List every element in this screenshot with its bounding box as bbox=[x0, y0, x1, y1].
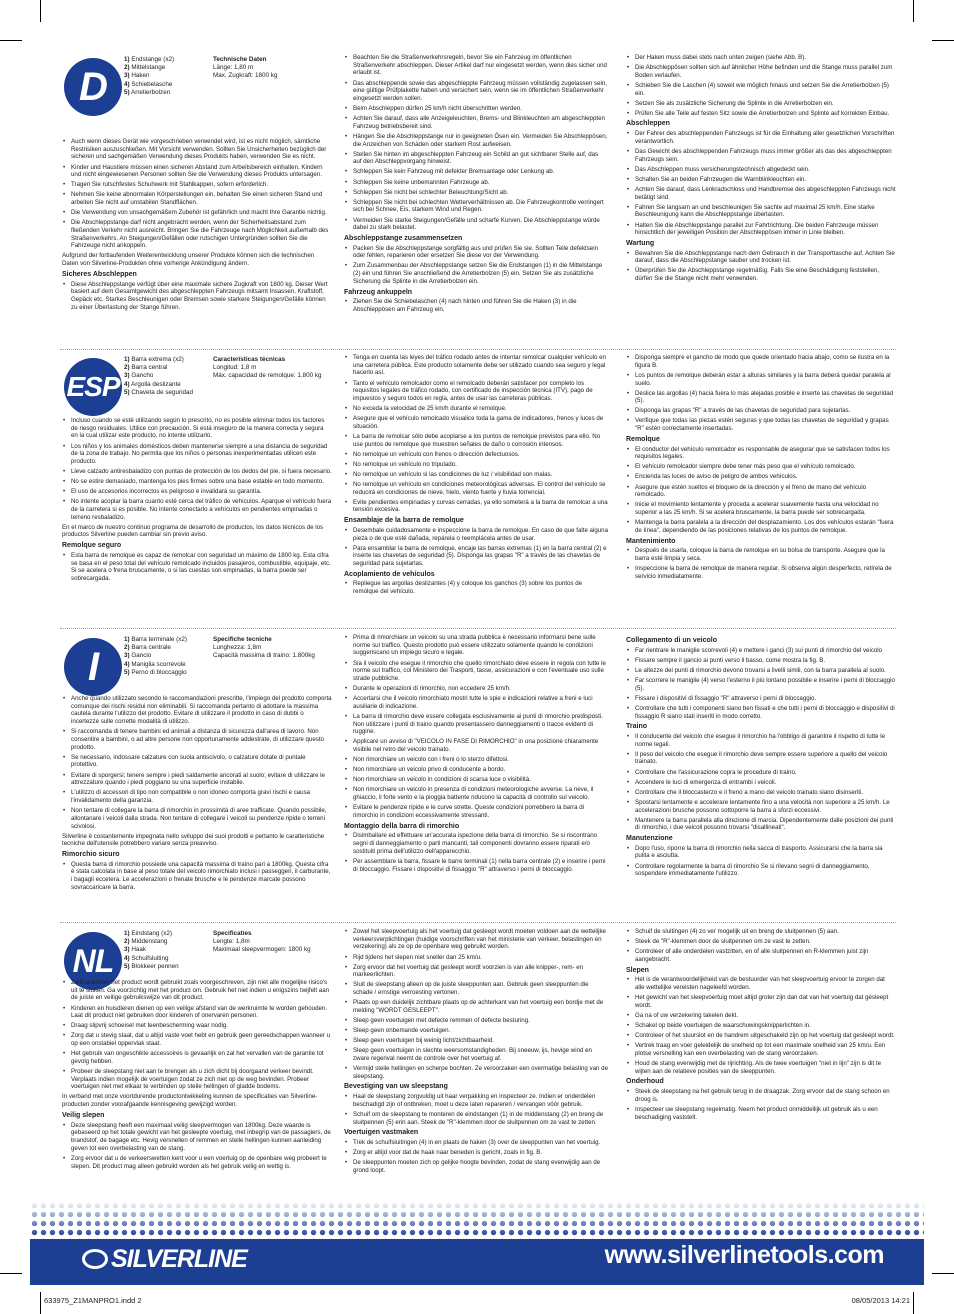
language-badge: D bbox=[64, 58, 122, 116]
part-item: 3) Haken bbox=[124, 72, 150, 80]
bullet-list bbox=[626, 354, 896, 433]
list-item: • Zorg ervoor dat het voertuig dat gesleept wordt voorzien is van alle knipper-, rem- en markeerlichten. bbox=[344, 964, 608, 979]
list-item: • Schleppen Sie kein Fahrzeug mit defekter Bremsanlage oder Lenkung ab. bbox=[344, 168, 608, 176]
list-item: • Controleer of het stuurslot en de handrem uitgeschakeld zijn op het voertuig dat gesleept wordt. bbox=[626, 1032, 896, 1040]
list-item: • Desembale cuidadosamente e inspeccione la barra de remolque. En caso de que falte alguna pieza o de que esté dañada, repárela o reemplácela antes de usar. bbox=[344, 527, 608, 542]
paragraph: In verband met onze voortdurende productontwikkeling kunnen de specificaties van Silverline-producten zonder voorafgaande kennisgeving gewijzigd worden. bbox=[62, 1093, 318, 1109]
list-item: • Steek de sleepstang na het gebruik terug in de draagzak. Zorg ervoor dat de stang schoon en droog is. bbox=[626, 1088, 896, 1103]
list-item: • Die Verwendung von unsachgemäßem Zubehör ist gefährlich und macht Ihre Garantie nichtig. bbox=[62, 209, 332, 217]
bullet-list bbox=[62, 695, 332, 830]
list-item: • Sia il veicolo che esegue il rimorchio che quello rimorchiato deve essere in regola con tutte le norme sul traffico, col Ministero dei Trasporti, tasse, assicurazioni e con l'eventuale uso sulle strade pubbliche. bbox=[344, 660, 608, 683]
list-item: • No remolque un vehículo si las condiciones de luz / visibilidad son malas. bbox=[344, 471, 608, 479]
subheading: Veilig slepen bbox=[62, 1111, 105, 1119]
list-item: • Het gebruik van ongeschikte accessoires is gevaarlijk en zal het vervallen van de garantie tot gevolg hebben. bbox=[62, 1050, 332, 1065]
list-item: • Ga na of uw verzekering takelen dekt. bbox=[626, 1012, 896, 1020]
bullet-list bbox=[62, 861, 332, 892]
bullet-list bbox=[626, 976, 896, 1075]
list-item: • Il conducente del veicolo che esegue il rimorchio ha l'obbligo di garantire il rispetto di tutte le norme legali. bbox=[626, 733, 896, 748]
tech-specs bbox=[213, 56, 343, 81]
list-item: • Sluit de sleepstang alleen op de juiste sleeppunten aan. Gebruik geen sleeppunten die schade / ernstige verroesting vertonen. bbox=[344, 981, 608, 996]
subheading: Montaggio della barra di rimorchio bbox=[344, 822, 460, 830]
list-item: • Se necessario, indossare calzature con suola antiscivolo, o calzature dotate di puntale protettivo. bbox=[62, 754, 332, 769]
list-item: • Schleppen Sie nicht bei schlechter Beleuchtung/Sicht ab. bbox=[344, 189, 608, 197]
subheading: Traino bbox=[626, 723, 648, 731]
list-item: • Setzen Sie als zusätzliche Sicherung die Splinte in die Arretierbolzen ein. bbox=[626, 100, 896, 108]
part-item: 4) Argolla deslizante bbox=[124, 380, 181, 388]
list-item: • No exceda la velocidad de 25 km/h durante el remolque. bbox=[344, 405, 608, 413]
list-item: • Evite pendientes empinadas y curvas cerradas, ya ello someterá a la barra de remolcar a una tensión excesiva. bbox=[344, 499, 608, 514]
list-item: • Asegure que estén sueltos el bloqueo de la dirección y el freno de mano del vehículo remolcado. bbox=[626, 484, 896, 499]
list-item: • Controllare che l'assicurazione copra le procedure di traino. bbox=[626, 769, 896, 777]
subheading: Fahrzeug ankuppeln bbox=[344, 288, 413, 296]
subheading: Wartung bbox=[626, 239, 655, 247]
bullet-list bbox=[626, 928, 896, 964]
list-item: • Le altezze dei punti di rimorchio devono trovarsi a livelli simili, con la barra parallela al suolo. bbox=[626, 667, 896, 675]
tech-item: Lunghezza: 1,8m bbox=[213, 644, 262, 652]
list-item: • Probeer de sleepstang niet aan te brengen als u zich dicht bij doorgaand verkeer bevindt. Verplaats indien mogelijk de voertuigen zodat ze zich niet op de weg bevinden. Probeer voertuigen niet met elkaar te verbinden op steile hellingen of gladde bodems. bbox=[62, 1068, 332, 1091]
list-item: • Sleep geen voertuigen bij weinig licht/zichtbaarheid. bbox=[344, 1037, 608, 1045]
list-item: • Disponga las grapas "R" a través de las chavetas de seguridad para sujetarlas. bbox=[626, 407, 896, 415]
parts-list bbox=[124, 56, 209, 97]
list-item: • De sleeppunten moeten zich op gelijke hoogte bevinden, zodat de stang evenwijdig aan de grond loopt. bbox=[344, 1159, 608, 1174]
tech-item: Max. Zugkraft: 1800 kg bbox=[213, 72, 278, 80]
part-item: 4) Schuifsluiting bbox=[124, 954, 169, 962]
bullet-list bbox=[626, 547, 896, 580]
list-item: • Esta barra de remolque es capaz de remolcar con seguridad un máximo de 1800 kg. Esta cifra se basa en el peso total del vehículo remolcado incluidos pasajeros, combustible, equipaje, etc. Si se acelera o frena bruscamente, o si las cuestas son empinadas, la barra puede ser sobrecargada. bbox=[62, 552, 332, 583]
list-item: • Zorg ervoor dat u de verkeerswetten kent voor u een voertuig op de openbare weg probeert te slepen. Dit product mag alleen gebruikt worden als het gebruik veilig en wettig is. bbox=[62, 1155, 332, 1170]
parts-list bbox=[124, 356, 209, 397]
bullet-list bbox=[344, 54, 608, 232]
list-item: • Achten Sie darauf, dass alle Anzeigeleuchten, Brems- und Blinkleuchten am abgeschleppten Fahrzeug betriebsbereit sind. bbox=[344, 115, 608, 130]
column-3 bbox=[626, 928, 896, 1198]
list-item: • Zelfs wanneer het product wordt gebruikt zoals voorgeschreven, zijn niet alle mogelijke risico's uit te sluiten. Ga voorzichtig met het product om. Gebruik het niet indien u enigszins twijfelt aan de juiste en veilige gebruikswijze van dit product. bbox=[62, 979, 332, 1002]
list-item: • Disimballare ed effettuare un'accurata ispezione della barra di rimorchio. Se si riscontrano segni di danneggiamento o parti mancanti, tali componenti dovranno essere riparati e/o sostituiti prima dell'utilizzo dell'apparecchio. bbox=[344, 832, 608, 855]
list-item: • Sleep geen onbemande voertuigen. bbox=[344, 1027, 608, 1035]
list-item: • Non rimorchiare un veicolo con i freni o lo sterzo difettosi. bbox=[344, 756, 608, 764]
language-badge: NL bbox=[64, 932, 122, 990]
part-item: 4) Maniglia scorrevole bbox=[124, 660, 186, 668]
crop-mark bbox=[932, 40, 954, 41]
subheading: Onderhoud bbox=[626, 1078, 664, 1086]
crop-mark bbox=[0, 40, 22, 41]
list-item: • Lleve calzado antiresbaladizo con puntas de protección de los dedos del pie, si fuera necesario. bbox=[62, 468, 332, 476]
list-item: • Plaats op een duidelijk zichtbare plaats op de achterkant van het voertuig een bordje met de melding "WORDT GESLEEPT". bbox=[344, 999, 608, 1014]
silverline-logo: SILVERLINE bbox=[82, 1245, 247, 1274]
tech-item: Longitud: 1,8 m bbox=[213, 364, 257, 372]
tech-specs bbox=[213, 930, 343, 955]
list-item: • Der Fahrer des abschleppenden Fahrzeugs ist für die Einhaltung aller gesetzlichen Vorschriften verantwortlich. bbox=[626, 130, 896, 145]
list-item: • Draag slipvrij schoeisel met teenbescherming waar nodig. bbox=[62, 1022, 332, 1030]
list-item: • Bewahren Sie die Abschleppstange nach dem Gebrauch in der Transporttasche auf. Achten Sie darauf, dass die Abschleppstange sauber und trocken ist. bbox=[626, 250, 896, 265]
tech-item: Länge: 1,80 m bbox=[213, 64, 254, 72]
tech-item: Capacità massima di traino: 1.800kg bbox=[213, 652, 315, 660]
part-item: 3) Gancio bbox=[124, 652, 152, 660]
list-item: • Far scorrere le maniglie (4) verso l'esterno il più lontano possibile e inserire i perni di bloccaggio (5). bbox=[626, 677, 896, 692]
list-item: • El uso de accesorios incorrectos es peligroso e invalidará su garantía. bbox=[62, 488, 332, 496]
list-item: • Rijd tijdens het slepen niet sneller dan 25 km/u. bbox=[344, 954, 608, 962]
section-divider bbox=[60, 628, 896, 629]
bullet-list bbox=[626, 733, 896, 832]
column-2 bbox=[344, 354, 608, 624]
list-item: • Inspecteer uw sleepstang regelmatig. Neem het product onmiddellijk uit gebruik als u een beschadiging vaststelt. bbox=[626, 1106, 896, 1121]
bullet-list bbox=[344, 298, 608, 313]
list-item: • No remolque un vehículo con frenos o dirección defectuosos. bbox=[344, 451, 608, 459]
crop-mark bbox=[0, 1273, 22, 1274]
bullet-list bbox=[344, 354, 608, 514]
column-1 bbox=[62, 417, 332, 624]
part-item: 4) Schiebelasche bbox=[124, 80, 173, 88]
list-item: • Accertarsi che il veicolo rimorchiato mostri tutte le spie e indicazioni relative a freni e luci ausiliarie di indicazione. bbox=[344, 695, 608, 710]
list-item: • No se estire demasiado, mantenga los pies firmes sobre una base estable en todo momento. bbox=[62, 478, 332, 486]
subheading: Remolque seguro bbox=[62, 542, 122, 550]
section-dutch bbox=[60, 928, 896, 1198]
crop-mark bbox=[40, 0, 41, 22]
bullet-list bbox=[344, 1139, 608, 1175]
list-item: • La barra de remolcar sólo debe acoplarse a los puntos de remolque previstos para ello. No use puntos de remolque que muestren señales de daño o corrosión intensos. bbox=[344, 433, 608, 448]
crop-mark bbox=[913, 0, 914, 22]
list-item: • Accendere le luci di emergenza di entrambi i veicoli. bbox=[626, 779, 896, 787]
part-item: 2) Middenstang bbox=[124, 938, 168, 946]
date-slug: 08/05/2013 14:21 bbox=[851, 1296, 910, 1305]
subheading: Acoplamiento de vehículos bbox=[344, 570, 435, 578]
list-item: • Steek de "R"-klemmen door de sluitpennen om ze vast te zetten. bbox=[626, 938, 896, 946]
website-url[interactable]: www.silverlinetools.com bbox=[604, 1241, 884, 1269]
language-badge: I bbox=[64, 638, 122, 696]
list-item: • Achten Sie darauf, dass Lenkradschloss und Handbremse des abgeschleppten Fahrzeugs nicht betätigt sind. bbox=[626, 186, 896, 201]
list-item: • Far rientrare le maniglie scorrevoli (4) e mettere i ganci (3) sui punti di rimorchio del veicolo bbox=[626, 647, 896, 655]
bullet-list bbox=[344, 1093, 608, 1126]
tech-item: Maximaal sleepvermogen: 1800 kg bbox=[213, 946, 311, 954]
list-item: • Zowel het sleepvoertuig als het voertuig dat gesleept wordt moeten voldoen aan de wettelijke verkeersverplichtingen (huidige voorschriften van het ministerie van verkeer, belastingen en verzekering) als ze op de openbare weg gebruikt worden. bbox=[344, 928, 608, 951]
list-item: • Schleppen Sie nicht bei schlechten Wetterverhältnissen ab. Die Fahrzeugkontrolle verringert sich bei Schnee, Eis, starkem Wind und Regen. bbox=[344, 199, 608, 214]
section-german bbox=[60, 54, 896, 348]
list-item: • El vehículo remolcador siempre debe tener más peso que el vehículo remolcado. bbox=[626, 463, 896, 471]
list-item: • Sleep geen voertuigen met defecte remmen of defecte besturing. bbox=[344, 1017, 608, 1025]
part-item: 1) Eindstang (x2) bbox=[124, 930, 172, 937]
crop-mark bbox=[932, 1273, 954, 1274]
subheading: Manutenzione bbox=[626, 835, 673, 843]
list-item: • Vermeiden Sie starke Steigungen/Gefälle und scharfe Kurven. Die Abschleppstange würde dabei zu stark belastet. bbox=[344, 217, 608, 232]
tech-title: Specifiche tecniche bbox=[213, 636, 272, 643]
subheading: Collegamento di un veicolo bbox=[626, 637, 718, 644]
section-divider bbox=[60, 349, 896, 350]
list-item: • Anche quando utilizzato secondo le raccomandazioni prescritte, l'impiego del prodotto comporta comunque dei rischi residui non eliminabili. Si raccomanda pertanto di adottare la massima cautela durante l'utilizzo del prodotto. Evitare di utilizzare il prodotto in caso di dubbi o incertezze sulle corrette modalità di utilizzo. bbox=[62, 695, 332, 726]
list-item: • Disponga siempre el gancho de modo que quede orientado hacia abajo, como se ilustra en la figura B. bbox=[626, 354, 896, 369]
logo-swoosh-icon bbox=[82, 1249, 108, 1269]
list-item: • Prüfen Sie alle Teile auf festen Sitz sowie die Arretierbolzen und Splinte auf korrekten Einbau. bbox=[626, 110, 896, 118]
list-item: • Haal de sleepstang zorgvuldig uit haar verpakking en inspecteer ze. Indien er onderdelen beschadigd zijn of ontbreken, moet u deze laten repareren / vervangen vóór gebruik. bbox=[344, 1093, 608, 1108]
footer-banner bbox=[30, 1201, 924, 1285]
tech-item: Lengte: 1,8m bbox=[213, 938, 250, 946]
list-item: • Zum Zusammenbau der Abschleppstange setzen Sie die Endstangen (1) in die Mittelstange (2) ein und führen Sie anschließend die Arretierbolzen (5) ein. Setzen Sie als zusätzliche Sicherung die Splinte in die Arretierbolzen ein. bbox=[344, 262, 608, 285]
section-italian bbox=[60, 634, 896, 918]
list-item: • Evitare le pendenze ripide e le curve strette. Queste condizioni porrebbero la barra di rimorchio in condizioni eccessivamente stressanti. bbox=[344, 804, 608, 819]
list-item: • Spostarsi lentamente e accelerare lentamente fino a una velocità non superiore a 25 km/h. Le accelerazioni brusche possono sottoporre la barra a sforzi eccessivi. bbox=[626, 799, 896, 814]
tech-specs bbox=[213, 636, 343, 661]
paragraph: Silverline è costantemente impegnata nello sviluppo dei suoi prodotti e pertanto le caratteristiche tecniche dell'utensile potrebbero variare senza preavviso. bbox=[62, 832, 325, 848]
tech-title: Características técnicas bbox=[213, 356, 286, 363]
list-item: • No intente acoplar la barra cuanto esté cerca del tráfico de vehículos. Aparque el vehículo fuera de la carretera si es posible. No intente conectarlo a vehículos en pendientes empinadas o terreno resbaladizo. bbox=[62, 498, 332, 521]
list-item: • Prima di rimorchiare un veicolo su una strada pubblica è necessario informarsi bene sulle norme sul traffico. Questo prodotto può essere utilizzato solamente quando le condizioni suggeriscano un impiego sicuro e legale. bbox=[344, 634, 608, 657]
list-item: • Schuif om de sleepstang te monteren de eindstangen (1) in de middenstang (2) en breng de sluitpennen (5) erin aan. Steek de "R"-klemmen door de sluitpennen om ze vast te zetten. bbox=[344, 1111, 608, 1126]
list-item: • L'utilizzo di accessori di tipo non compatibile o non idoneo comporta gravi rischi e causa l'invalidamento della garanzia. bbox=[62, 789, 332, 804]
list-item: • Zorg er altijd voor dat de haak naar beneden is gericht, zoals in fig. B. bbox=[344, 1149, 608, 1157]
list-item: • Deze sleepstang heeft een maximaal veilig sleepvermogen van 1800kg. Deze waarde is gebaseerd op het totale gewicht van het gesleepte voertuig, met inbegrip van de passagiers, de brandstof, de bagage etc. Hevig versnellen of remmen en steile hellingen kunnen aanleiding geven tot een overbelasting van de stang. bbox=[62, 1122, 332, 1153]
bullet-list bbox=[626, 845, 896, 878]
list-item: • Mantenga la barra paralela a la dirección del desplazamiento. Los dos vehículos estarán "fuera de línea", dependiendo de las posiciones relativas de los puntos de remolque. bbox=[626, 519, 896, 534]
bullet-list bbox=[344, 245, 608, 286]
list-item: • Durante le operazioni di rimorchio, non eccedere 25 km/h. bbox=[344, 685, 608, 693]
list-item: • Schuif de sluitingen (4) zo ver mogelijk uit en breng de sluitpennen (5) aan. bbox=[626, 928, 896, 936]
list-item: • Het gewicht van het sleepvoertuig moet altijd groter zijn dan dat van het voertuig dat gesleept wordt. bbox=[626, 994, 896, 1009]
subheading: Ensamblaje de la barra de remolque bbox=[344, 517, 464, 525]
language-badge: ESP bbox=[64, 358, 122, 416]
list-item: • Fissare sempre il gancio ai punti verso il basso, come mostra la fig. B. bbox=[626, 657, 896, 665]
list-item: • Houd de stang evenwijdig met de rijrichting. Als de twee voertuigen "niet in lijn" zijn is dit te wijten aan de relatieve posities van de sleeppunten. bbox=[626, 1060, 896, 1075]
list-item: • Tanto el vehículo remolcador como el remolcado deberán satisfacer por completo los requisitos legales de tráfico rodado, con certificado de inspección técnica (ITV), pago de impuestos y seguro todos en regla, antes de usar las carreteras públicas. bbox=[344, 380, 608, 403]
tech-title: Technische Daten bbox=[213, 56, 267, 63]
crop-mark bbox=[913, 1292, 914, 1314]
list-item: • Fahren Sie langsam an und beschleunigen Sie sachte auf maximal 25 km/h. Eine starke Beschleunigung kann die Abschleppstange überlasten. bbox=[626, 204, 896, 219]
list-item: • Schieben Sie die Laschen (4) soweit wie möglich hinaus und setzen Sie die Arretierbolzen (5) ein. bbox=[626, 82, 896, 97]
list-item: • Tenga en cuenta las leyes del tráfico rodado antes de intentar remolcar cualquier vehículo en una carretera pública. Este producto solamente debe ser utilizado cuando sea seguro y legal hacerlo así. bbox=[344, 354, 608, 377]
part-item: 5) Arretierbolzen bbox=[124, 88, 171, 96]
list-item: • Verifique que todas las piezas estén seguras y que todas las chavetas de seguridad y grapas "R" estén correctamente insertadas. bbox=[626, 417, 896, 432]
list-item: • Non rimorchiare un veicolo privo di conducente a bordo. bbox=[344, 766, 608, 774]
list-item: • Kinder und Haustiere müssen einen sicheren Abstand zum Arbeitsbereich einhalten. Kindern und nicht eingewiesenen Personen sollten Sie die Verwendung dieses Produkts untersagen. bbox=[62, 164, 332, 179]
bullet-list bbox=[344, 832, 608, 873]
bullet-list bbox=[626, 446, 896, 535]
list-item: • Inicie el movimiento lentamente y proceda a acelerar suavemente hasta una velocidad no superior a las 25 km/h. Si se acelera bruscamente, la barra puede ser sobrecargada. bbox=[626, 501, 896, 516]
list-item: • Encienda las luces de aviso de peligro de ambos vehículos. bbox=[626, 473, 896, 481]
list-item: • Das abschleppende sowie das abgeschleppte Fahrzeug müssen vollständig zugelassen sein, eine gültige Prüfplakette haben und versichert sein, wenn sie im öffentlichen Straßenverkehr eingesetzt werden sollen. bbox=[344, 80, 608, 103]
list-item: • Das Abschleppen muss versicherungstechnisch abgedeckt sein. bbox=[626, 166, 896, 174]
column-1 bbox=[62, 138, 332, 348]
subheading: Bevestiging van uw sleepstang bbox=[344, 1083, 448, 1091]
file-slug: 633975_Z1MANPRO1.indd 2 bbox=[44, 1296, 142, 1305]
list-item: • Het is de verantwoordelijkheid van de bestuurder van het sleepvoertuig ervoor te zorgen dat alle wettelijke vereisten nageleefd worden. bbox=[626, 976, 896, 991]
list-item: • Überprüfen Sie die Abschleppstange regelmäßig. Falls Sie eine Beschädigung feststellen, dürfen Sie die Stange nicht mehr verwenden. bbox=[626, 267, 896, 282]
subheading: Slepen bbox=[626, 966, 649, 974]
part-item: 5) Blokkeer pennen bbox=[124, 962, 179, 970]
list-item: • Mantenere la barra parallela alla direzione di marcia. Dipendentemente dalle posizioni dei punti di rimorchio, i due veicoli possono trovarsi "disallineati". bbox=[626, 817, 896, 832]
list-item: • Vertrek traag en voer geleidelijk de snelheid op tot een maximale snelheid van 25 km/u. Een plotse versnelling kan een overbelasting van de stang veroorzaken. bbox=[626, 1042, 896, 1057]
paragraph: En el marco de nuestro continuo programa de desarrollo de productos, los datos técnicos de los productos Silverline pueden cambiar sin previo aviso. bbox=[62, 523, 324, 539]
list-item: • Non rimorchiare un veicolo in condizioni di scarsa luce o visibilità. bbox=[344, 776, 608, 784]
list-item: • Repliegue las argollas deslizantes (4) y coloque los ganchos (3) sobre los puntos de remolque del vehículo. bbox=[344, 580, 608, 595]
part-item: 2) Barra central bbox=[124, 364, 168, 372]
bullet-list bbox=[62, 417, 332, 521]
list-item: • Auch wenn dieses Gerät wie vorgeschrieben verwendet wird, ist es nicht möglich, sämtliche Restrisiken auszuschließen. Mit Vorsicht verwenden. Sollten Sie Unsicherheiten bezüglich der sicheren und sachgemäßen Verwendung dieses Produkts haben, verwenden Sie es nicht. bbox=[62, 138, 332, 161]
list-item: • Fissare i dispositivi di fissaggio "R" attraverso i perni di bloccaggio. bbox=[626, 695, 896, 703]
bullet-list bbox=[626, 130, 896, 237]
column-3 bbox=[626, 354, 896, 624]
list-item: • Applicare un avviso di "VEICOLO IN FASE DI RIMORCHIO" in una posizione chiaramente visibile nel retro del veicolo trainato. bbox=[344, 738, 608, 753]
list-item: • Non tentare di collegare la barra di rimorchio in prossimità di aree trafficate. Quando possibile, allontanare i veicoli dalla strada. Non tentare di collegare i veicoli su pendenze ripide o terreni scivolosi. bbox=[62, 807, 332, 830]
part-item: 1) Barra extrema (x2) bbox=[124, 356, 184, 363]
part-item: 2) Mittelstange bbox=[124, 64, 166, 72]
bullet-list bbox=[344, 928, 608, 1080]
bullet-list bbox=[62, 1122, 332, 1171]
list-item: • Die Abschleppösen sollten sich auf ähnlicher Höhe befinden und die Stange muss parallel zum Boden verlaufen. bbox=[626, 64, 896, 79]
tech-title: Specificaties bbox=[213, 930, 252, 937]
list-item: • Schakel op beide voertuigen de waarschuwingsknipperlichten in. bbox=[626, 1022, 896, 1030]
subheading: Rimorchio sicuro bbox=[62, 851, 120, 858]
part-item: 3) Haak bbox=[124, 946, 147, 954]
list-item: • Packen Sie die Abschleppstange sorgfältig aus und prüfen Sie sie. Sollten Teile defektsein oder fehlen, reparieren oder ersetzen Sie diese vor der Verwendung. bbox=[344, 245, 608, 260]
subheading: Voertuigen vastmaken bbox=[344, 1129, 419, 1137]
part-item: 5) Perno di bloccaggio bbox=[124, 668, 187, 676]
part-item: 5) Chaveta de seguridad bbox=[124, 388, 193, 396]
part-item: 1) Endstange (x2) bbox=[124, 56, 175, 63]
list-item: • Deslice las argollas (4) hacia fuera lo más alejadas posible e inserte las chavetas de seguridad (5). bbox=[626, 390, 896, 405]
paragraph: Aufgrund der fortlaufenden Weiterentwicklung unserer Produkte können sich die technischen Daten von Silverline-Produkten ohne vorherige Ankündigung ändern. bbox=[62, 252, 315, 268]
list-item: • Beachten Sie die Straßenverkehrsregeln, bevor Sie ein Fahrzeug im öffentlichen Straßenverkehr abschleppen. Dieser Artikel darf nur eingesetzt werden, wenn dies sicher und erlaubt ist. bbox=[344, 54, 608, 77]
bullet-list bbox=[626, 1088, 896, 1121]
column-2 bbox=[344, 634, 608, 918]
column-2 bbox=[344, 928, 608, 1198]
list-item: • Evitare di sporgersi; tenere sempre i piedi saldamente ancorati al suolo; evitare di utilizzare le attrezzature quando i piedi poggiano su una superficie instabile. bbox=[62, 772, 332, 787]
bullet-list bbox=[62, 552, 332, 583]
list-item: • Dopo l'uso, riporre la barra di rimorchio nella sacca di trasporto. Assicurarsi che la barra sia pulita e asciutta. bbox=[626, 845, 896, 860]
list-item: • Tragen Sie rutschfestes Schuhwerk mit Stahlkappen, sofern erforderlich. bbox=[62, 181, 332, 189]
subheading: Abschleppen bbox=[626, 120, 670, 128]
list-item: • Nehmen Sie keine abnormalen Körperstellungen ein, behalten Sie einen sicheren Stand und arbeiten Sie nicht auf unstabilen Standflächen. bbox=[62, 191, 332, 206]
tech-item: Máx. capacidad de remolque: 1.800 kg bbox=[213, 372, 322, 380]
column-3 bbox=[626, 634, 896, 918]
list-item: • Schalten Sie an beiden Fahrzeugen die Warnblinkleuchten ein. bbox=[626, 176, 896, 184]
list-item: • Stellen Sie hinten im abgeschleppten Fahrzeug ein Schild an gut sichtbarer Stelle auf, das auf den Abschleppvorgang hinweist. bbox=[344, 151, 608, 166]
list-item: • Ziehen Sie die Schiebelaschen (4) nach hinten und führen Sie die Haken (3) in die Abschleppösen am Fahrzeug ein. bbox=[344, 298, 608, 313]
list-item: • Kinderen en huisdieren dienen op een veilige afstand van de werkruimte te worden gehouden. Laat dit product niet gebruiken door kinderen of onervaren personen. bbox=[62, 1005, 332, 1020]
crop-mark bbox=[40, 1292, 41, 1314]
part-item: 3) Gancho bbox=[124, 372, 154, 380]
bullet-list bbox=[62, 138, 332, 250]
section-spanish bbox=[60, 354, 896, 624]
section-divider bbox=[60, 922, 896, 923]
list-item: • Si raccomanda di tenere bambini ed animali a distanza di sicurezza dall'area di lavoro. Non consentire a bambini, o ad altre persone non opportunamente addestrate, di utilizzare questo prodotto. bbox=[62, 728, 332, 751]
list-item: • Controllare che tutti i componenti siano ben fissati e che tutti i perni di bloccaggio e dispositivi di fissaggio R siano stati inseriti in modo corretto. bbox=[626, 705, 896, 720]
column-1 bbox=[62, 979, 332, 1198]
list-item: • Inspeccione la barra de remolque de manera regular. Si observa algún desperfecto, retírela de servicio inmediatamente. bbox=[626, 565, 896, 580]
list-item: • El conductor del vehículo remolcador es responsable de asegurar que se satisfacen todos los requisitos legales. bbox=[626, 446, 896, 461]
part-item: 1) Barra terminale (x2) bbox=[124, 636, 187, 643]
list-item: • Sleep geen voertuigen in slechte weersomstandigheden. Bij sneeuw, ijs, hevige wind en zware regenval neemt de controle over het voertuig af. bbox=[344, 1047, 608, 1062]
list-item: • No remolque un vehículo no tripulado. bbox=[344, 461, 608, 469]
column-1 bbox=[62, 695, 332, 918]
list-item: • Per assemblare la barra, fissare le barre terminali (1) nella barra centrale (2) e inserire i perni di bloccaggio. Fissare i dispositivi di fissaggio "R" attraverso i perni di bloccaggio. bbox=[344, 858, 608, 873]
subheading: Remolque bbox=[626, 435, 660, 443]
list-item: • Beim Abschleppen dürfen 25 km/h nicht überschritten werden. bbox=[344, 105, 608, 113]
parts-list bbox=[124, 930, 209, 971]
bullet-list bbox=[344, 527, 608, 568]
bullet-list bbox=[626, 647, 896, 721]
bullet-list bbox=[626, 250, 896, 283]
list-item: • Das Gewicht des abschleppenden Fahrzeugs muss immer größer als das des abgeschleppten Fahrzeugs sein. bbox=[626, 148, 896, 163]
part-item: 2) Barra centrale bbox=[124, 644, 171, 652]
list-item: • Schleppen Sie keine unbemannten Fahrzeuge ab. bbox=[344, 179, 608, 187]
bullet-list bbox=[626, 54, 896, 117]
list-item: • Asegure que el vehículo remolcado visualice toda la gama de indicadores, frenos y luces de situación. bbox=[344, 415, 608, 430]
list-item: • Controleer of alle onderdelen vastzitten, en of alle sluitpennen en R-klemmen juist zijn aangebracht. bbox=[626, 948, 896, 963]
list-item: • La barra di rimorchio deve essere collegata esclusivamente ai punti di rimorchio predisposti. Non utilizzare i punti di traino quando presentassero danneggiamenti o tracce evidenti di ruggine. bbox=[344, 713, 608, 736]
subheading: Mantenimiento bbox=[626, 537, 676, 545]
bullet-list bbox=[344, 634, 608, 820]
list-item: • Controllare regolarmente la barra di rimorchio Se si rilevano segni di danneggiamento, sospendere immediatamente l'utilizzo. bbox=[626, 863, 896, 878]
list-item: • Controllare che il bloccasterzo e il freno a mano del veicolo trainato siano disinseriti. bbox=[626, 789, 896, 797]
bullet-list bbox=[62, 281, 332, 312]
bullet-list bbox=[62, 979, 332, 1091]
column-3 bbox=[626, 54, 896, 348]
list-item: • Incluso cuando se esté utilizando según lo prescrito, no es posible eliminar todos los factores de riesgo residuales. Utilice con precaución. Si está inseguro de la manera correcta y segura en la cual utilizar este producto, no intente utilizarlo. bbox=[62, 417, 332, 440]
list-item: • Los niños y los animales domésticos deben mantenerse siempre a una distancia de seguridad de la zona de trabajo. No permita que los niños o personas inexperimentadas utilicen este producto. bbox=[62, 443, 332, 466]
list-item: • Halten Sie die Abschleppstange parallel zur Fahrtrichtung. Die beiden Fahrzeuge müssen hinsichtlich der jeweiligen Position der Abschleppösen immer in Linie bleiben. bbox=[626, 222, 896, 237]
list-item: • No remolque un vehículo en condiciones meteorológicas adversas. El control del vehículo se reducirá en condiciones de nieve, hielo, viento fuerte y lluvia torrencial. bbox=[344, 481, 608, 496]
subheading: Abschleppstange zusammensetzen bbox=[344, 234, 463, 242]
list-item: • Non rimorchiare un veicolo in presenza di condizioni meteorologiche avverse. La neve, il ghiaccio, il forte vento e la pioggia battente riducono la capacità di controllo sul veicolo. bbox=[344, 786, 608, 801]
list-item: • Los puntos de remolque deberán estar a alturas similares y la barra deberá quedar paralela al suelo. bbox=[626, 372, 896, 387]
column-2 bbox=[344, 54, 608, 348]
parts-list bbox=[124, 636, 209, 677]
list-item: • Después de usarla, coloque la barra de remolque en su bolsa de transporte. Asegure que la barra esté limpia y seca. bbox=[626, 547, 896, 562]
list-item: • Vermijd steile hellingen en scherpe bochten. Ze veroorzaken een overmatige belasting van de sleepstang. bbox=[344, 1065, 608, 1080]
list-item: • Para ensamblar la barra de remolque, encaje las barras extremas (1) en la barra central (2) e inserte las chavetas de seguridad (5). Disponga las grapas "R" a través de las chavetas de seguridad para sujetarlas. bbox=[344, 545, 608, 568]
list-item: • Questa barra di rimorchio possiede una capacità massima di traino pari a 1800kg. Questa cifra è stata calcolata in base al peso totale del veicolo rimorchiato inclusi i passeggeri, il carburante, i bagagli eccetera. Le accelerazioni o frenate brusche e le pendenze marcate possono sovraccaricare la barra. bbox=[62, 861, 332, 892]
list-item: • Der Haken muss dabei stets nach unten zeigen (siehe Abb. B). bbox=[626, 54, 896, 62]
tech-specs bbox=[213, 356, 343, 381]
bullet-list bbox=[344, 580, 608, 595]
list-item: • Zorg dat u stevig staat, dat u altijd vaste voet hebt en gebruik geen gereedschappen wanneer u op een onstabiel oppervlak staat. bbox=[62, 1032, 332, 1047]
list-item: • Hängen Sie die Abschleppstange nur in geeigneten Ösen ein. Vermeiden Sie Abschleppösen, die Anzeichen von Schäden oder starkem Rost aufweisen. bbox=[344, 133, 608, 148]
list-item: • Die Abschleppstange darf nicht angebracht werden, wenn der Sicherheitsabstand zum fließenden Verkehr nicht ausreicht. Bringen Sie die Fahrzeuge nach Möglichkeit außerhalb des Straßenverkehrs. An Steigungen/Gefällen oder rutschigen Untergründen sollten Sie die Fahrzeuge nicht ankoppeln. bbox=[62, 219, 332, 250]
list-item: • Diese Abschleppstange verfügt über eine maximale sichere Zugkraft von 1800 kg. Dieser Wert basiert auf dem Gesamtgewicht des abgeschleppten Fahrzeugs mitsamt Insassen, Kraftstoff, Gepäck etc. Starkes Beschleunigen oder Bremsen sowie starkere Steigungen/Gefälle können zu einer Überlastung der Stange führen. bbox=[62, 281, 332, 312]
list-item: • Il peso del veicolo che esegue il rimorchio deve sempre essere superiore a quello del veicolo trainato. bbox=[626, 751, 896, 766]
subheading: Sicheres Abschleppen bbox=[62, 270, 137, 278]
list-item: • Trek de schuifsluitingen (4) in en plaats de haken (3) over de sleeppunten van het voertuig. bbox=[344, 1139, 608, 1147]
